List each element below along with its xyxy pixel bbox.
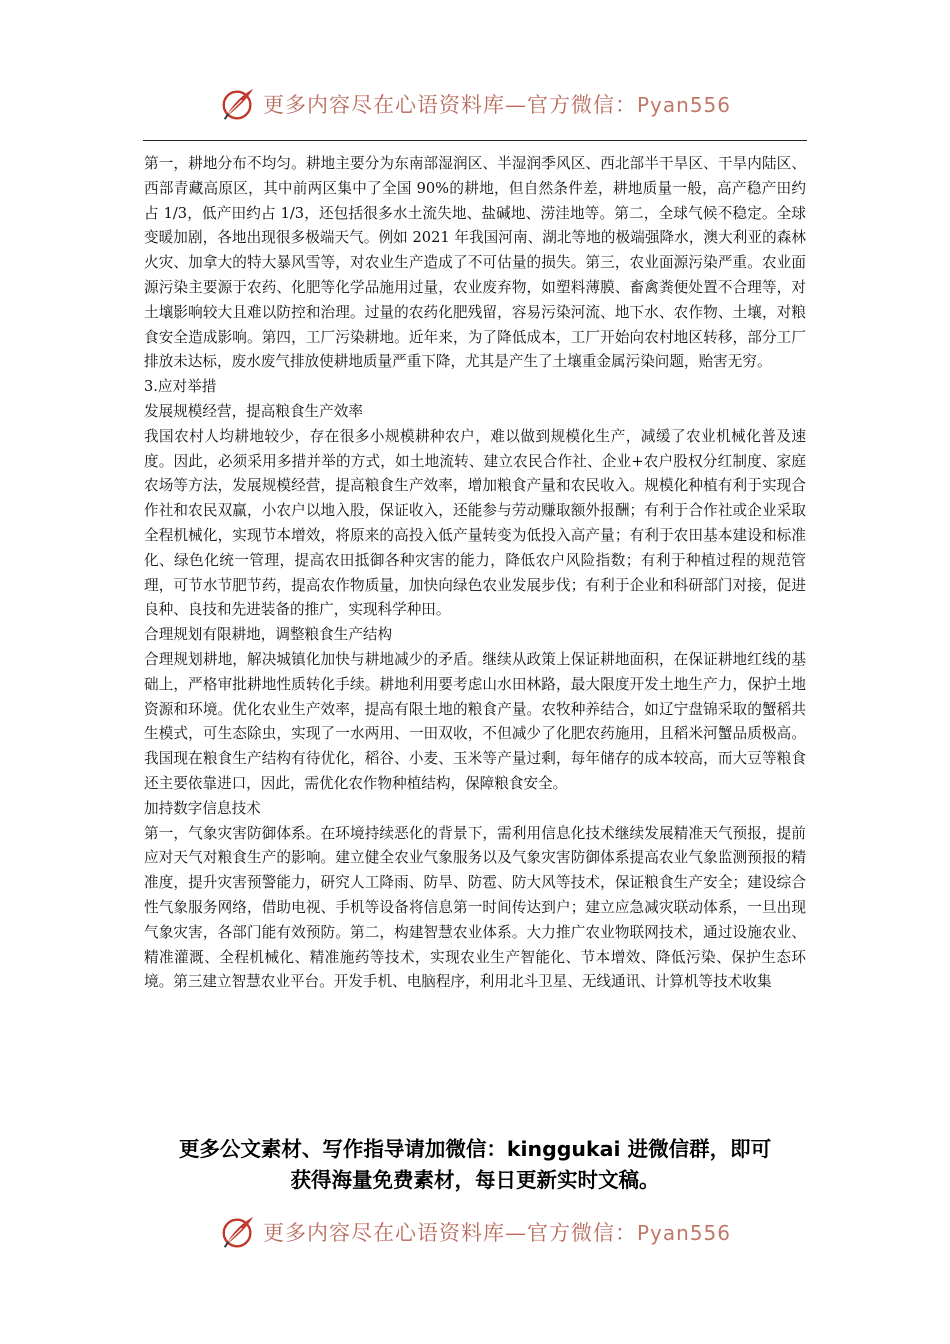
paragraph-scale-operation: 我国农村人均耕地较少，存在很多小规模耕种农户，难以做到规模化生产，减缓了农业机械化普及速度。因此，必须采用多措并举的方式，如土地流转、建立农民合作社、企业+农户股权分红制度、家庭农场等方法，发展规模经营，提高粮食生产效率，增加粮食产量和农民收入。规模化种植有利于实现合作社和农民双赢，小农户以地入股，保证收入，还能参与劳动赚取额外报酬；有利于合作社或企业采取全程机械化，实现节本增效，将原来的高投入低产量转变为低投入高产量；有利于农田基本建设和标准化、绿色化统一管理，提高农田抵御各种灾害的能力，降低农户风险指数；有利于种植过程的规范管理，可节水节肥节药，提高农作物质量，加快向绿色农业发展步伐；有利于企业和科研部门对接，促进良种、良技和先进装备的推广，实现科学种田。 xyxy=(144,427,806,619)
paragraph-farmland-issues: 第一，耕地分布不均匀。耕地主要分为东南部湿润区、半湿润季风区、西北部半干旱区、干旱内陆区、西部青藏高原区，其中前两区集中了全国 90%的耕地，但自然条件差，耕地质量一般，高产稳产田约占 1/3，低产田约占 1/3，还包括很多水土流失地、盐碱地、涝洼地等。第二，全球气候不稳定。全球变暖加剧，各地出现很多极端天气。例如 2021 年我国河南、湖北等地的极端强降水，澳大利亚的森林火灾、加拿大的特大暴风雪等，对农业生产造成了不可估量的损失。第三，农业面源污染严重。农业面源污染主要源于农药、化肥等化学品施用过量，农业废弃物，如塑料薄膜、畜禽粪便处置不合理等，对土壤影响较大且难以防控和治理。过量的农药化肥残留，容易污染河流、地下水、农作物、土壤，对粮食安全造成影响。第四，工厂污染耕地。近年来，为了降低成本，工厂开始向农村地区转移，部分工厂排放未达标，废水废气排放使耕地质量严重下降，尤其是产生了土壤重金属污染问题，贻害无穷。 xyxy=(144,155,806,371)
promo-notice xyxy=(120,1134,830,1196)
header-wechat-id: Pyan556 xyxy=(636,93,731,117)
header-banner-text: 更多内容尽在心语资料库—官方微信：Pyan556 xyxy=(262,93,731,117)
promo-line-2: 获得海量免费素材，每日更新实时文稿。 xyxy=(290,1168,660,1192)
footer-wechat-id: Pyan556 xyxy=(636,1221,731,1245)
section-heading-measures: 3.应对举措 xyxy=(144,378,217,396)
promo-line-1: 更多公文素材、写作指导请加微信：kinggukai 进微信群，即可 xyxy=(178,1137,772,1161)
footer-banner xyxy=(0,1210,950,1254)
body-text xyxy=(144,152,806,995)
feather-pen-logo-icon xyxy=(219,1213,257,1251)
paragraph-land-planning: 合理规划耕地，解决城镇化加快与耕地减少的矛盾。继续从政策上保证耕地面积，在保证耕地红线的基础上，严格审批耕地性质转化手续。耕地利用要考虑山水田林路，最大限度开发土地生产力，保护土地资源和环境。优化农业生产效率，提高有限土地的粮食产量。农牧种养结合，如辽宁盘锦采取的蟹稻共生模式，可生态除虫，实现了一水两用、一田双收，不但减少了化肥农药施用，且稻米河蟹品质极高。我国现在粮食生产结构有待优化，稻谷、小麦、玉米等产量过剩，每年储存的成本较高，而大豆等粮食还主要依靠进口，因此，需优化农作物种植结构，保障粮食安全。 xyxy=(144,650,806,792)
header-banner xyxy=(0,82,950,126)
feather-pen-logo-icon xyxy=(219,85,257,123)
subheading-scale-operation: 发展规模经营，提高粮食生产效率 xyxy=(144,402,363,420)
paragraph-digital-tech: 第一，气象灾害防御体系。在环境持续恶化的背景下，需利用信息化技术继续发展精准天气预报，提前应对天气对粮食生产的影响。建立健全农业气象服务以及气象灾害防御体系提高农业气象监测预报的精准度，提升灾害预警能力，研究人工降雨、防旱、防雹、防大风等技术，保证粮食生产安全；建设综合性气象服务网络，借助电视、手机等设备将信息第一时间传达到户；建立应急减灾联动体系，一旦出现气象灾害，各部门能有效预防。第二，构建智慧农业体系。大力推广农业物联网技术，通过设施农业、精准灌溉、全程机械化、精准施药等技术，实现农业生产智能化、节本增效、降低污染、保护生态环境。第三建立智慧农业平台。开发手机、电脑程序，利用北斗卫星、无线通讯、计算机等技术收集 xyxy=(144,824,806,991)
subheading-digital-tech: 加持数字信息技术 xyxy=(144,799,261,817)
footer-banner-text: 更多内容尽在心语资料库—官方微信：Pyan556 xyxy=(262,1221,731,1245)
header-divider xyxy=(143,140,807,141)
subheading-land-planning: 合理规划有限耕地，调整粮食生产结构 xyxy=(144,626,393,644)
